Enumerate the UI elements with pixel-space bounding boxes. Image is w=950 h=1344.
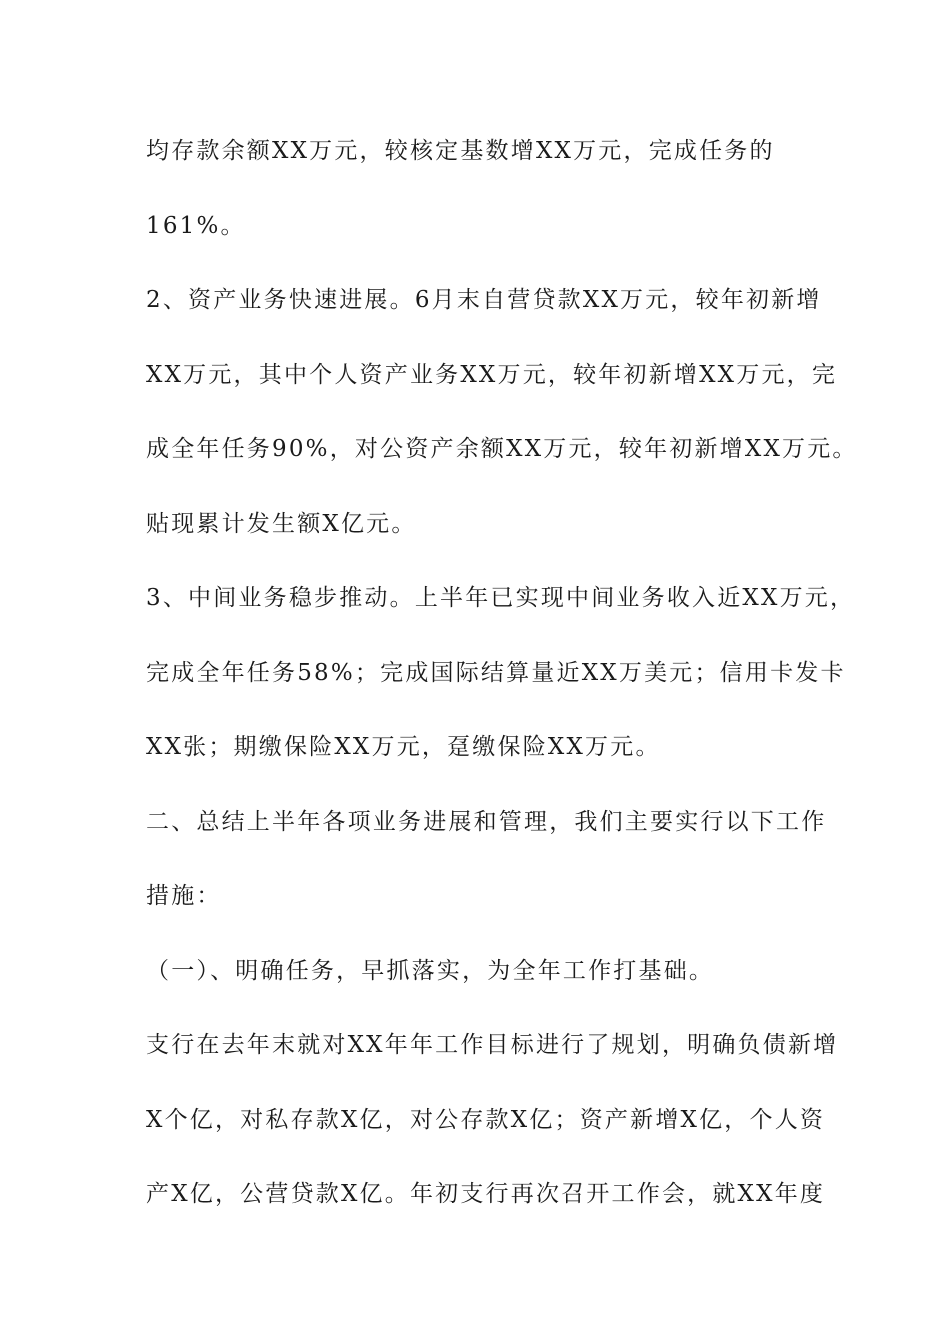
text-line: 二、总结上半年各项业务进展和管理，我们主要实行以下工作	[146, 809, 827, 835]
text-line: XX万元，其中个人资产业务XX万元，较年初新增XX万元，完	[146, 362, 838, 388]
text-line: 完成全年任务58%；完成国际结算量近XX万美元；信用卡发卡	[146, 660, 846, 686]
text-line: 贴现累计发生额X亿元。	[146, 511, 417, 537]
text-line: X个亿，对私存款X亿，对公存款X亿；资产新增X亿，个人资	[146, 1107, 826, 1133]
text-line: 均存款余额XX万元，较核定基数增XX万元，完成任务的	[146, 138, 775, 164]
text-line: 支行在去年末就对XX年年工作目标进行了规划，明确负债新增	[146, 1032, 839, 1058]
text-line: 3、中间业务稳步推动。上半年已实现中间业务收入近XX万元，	[146, 585, 856, 611]
text-line: 2、资产业务快速进展。6月末自营贷款XX万元，较年初新增	[146, 287, 822, 313]
text-line: XX张；期缴保险XX万元，趸缴保险XX万元。	[146, 734, 661, 760]
text-line: 成全年任务90%，对公资产余额XX万元，较年初新增XX万元。	[146, 436, 858, 462]
text-line: 产X亿，公营贷款X亿。年初支行再次召开工作会，就XX年度	[146, 1181, 826, 1207]
text-line: （一）、明确任务，早抓落实，为全年工作打基础。	[146, 958, 715, 984]
text-line: 161%。	[146, 213, 246, 239]
text-line: 措施：	[146, 883, 222, 909]
